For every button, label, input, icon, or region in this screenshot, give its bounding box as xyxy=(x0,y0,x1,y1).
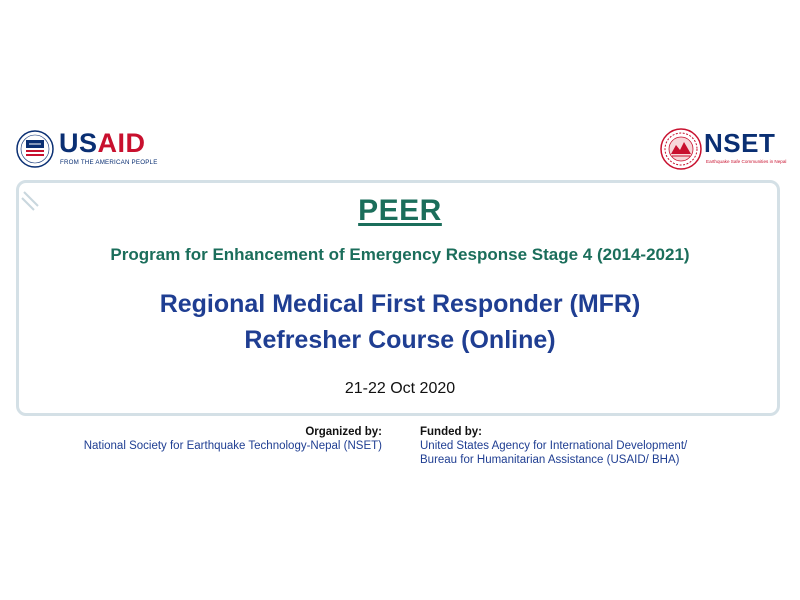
usaid-tagline: FROM THE AMERICAN PEOPLE xyxy=(60,159,158,166)
peer-heading: PEER xyxy=(358,194,442,227)
usaid-seal-icon xyxy=(16,130,54,168)
funded-by-label: Funded by: xyxy=(420,426,482,438)
nset-logo xyxy=(660,128,790,172)
nset-seal-icon xyxy=(660,128,702,170)
usaid-logo xyxy=(16,128,166,172)
course-title-line-1: Regional Medical First Responder (MFR) xyxy=(159,290,641,318)
course-title xyxy=(0,286,800,358)
organizer-name: National Society for Earthquake Technology-Nepal (NSET) xyxy=(83,440,382,452)
funder-line-2: Bureau for Humanitarian Assistance (USAID/ BHA) xyxy=(420,454,680,466)
program-title: Program for Enhancement of Emergency Response Stage 4 (2014-2021) xyxy=(110,245,690,264)
funded-by xyxy=(420,425,687,467)
nset-tagline: Earthquake Safe Communities in Nepal xyxy=(706,159,787,164)
funder-line-1: United States Agency for International Development/ xyxy=(420,440,688,452)
nset-wordmark: NSET xyxy=(704,128,776,158)
course-date: 21-22 Oct 2020 xyxy=(344,380,456,397)
organized-by-label: Organized by: xyxy=(305,426,382,438)
course-title-line-2: Refresher Course (Online) xyxy=(244,326,556,354)
organized-by xyxy=(84,425,382,453)
usaid-wordmark: USAID xyxy=(59,128,146,158)
